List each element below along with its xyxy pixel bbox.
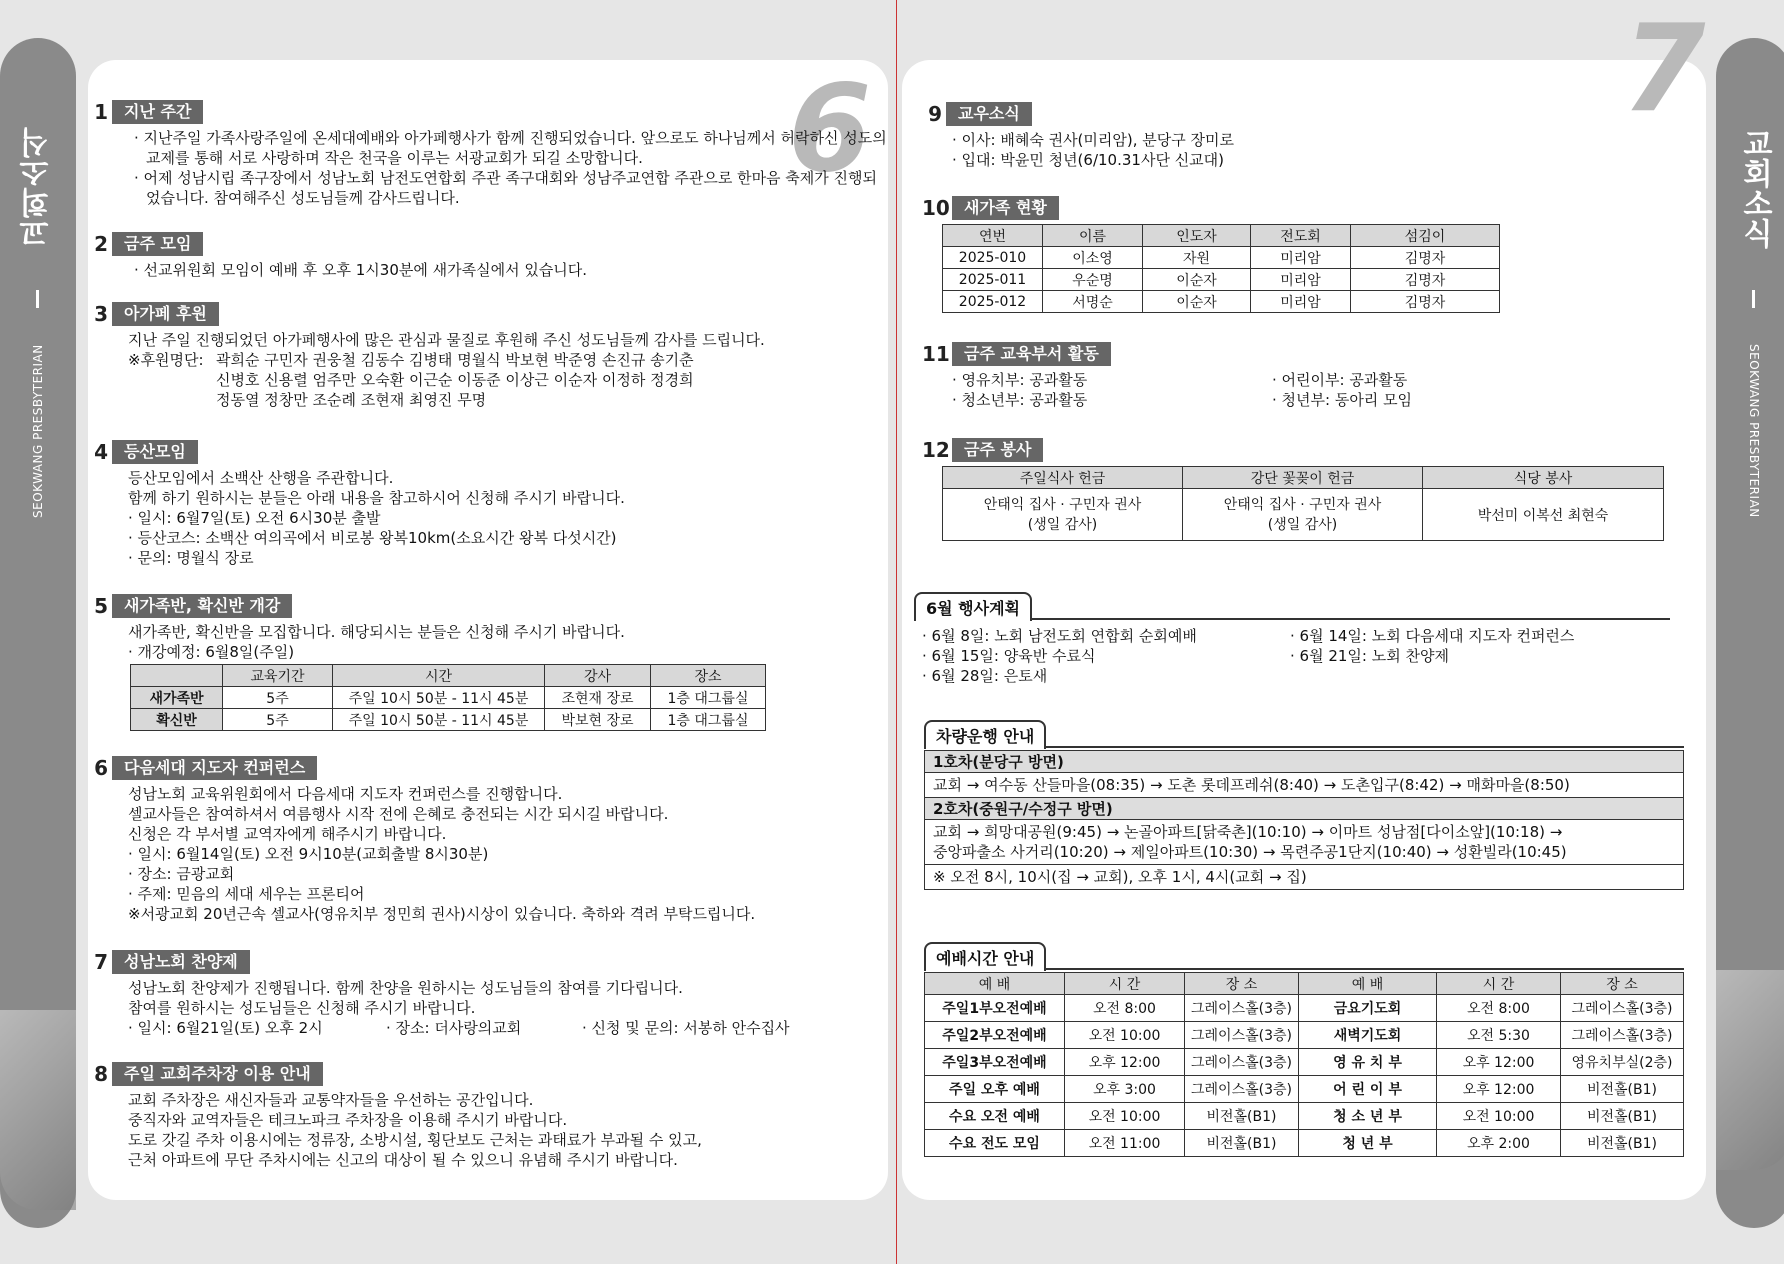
table-cell: 금요기도회 [1299, 995, 1437, 1022]
table-cell: 미리암 [1251, 247, 1351, 269]
section-title: 성남노회 찬양제 [112, 950, 250, 974]
section-title: 교우소식 [946, 102, 1032, 126]
text-line: · 일시: 6월7일(토) 오전 6시30분 출발 [128, 509, 381, 527]
table-cell: 오전 10:00 [1437, 1103, 1561, 1130]
table-header: 장소 [651, 665, 766, 687]
side-subtitle: SEOKWANG PRESBYTERIAN [31, 344, 45, 518]
section-8 [88, 1062, 888, 1170]
car2-route: 중앙파출소 사거리(10:20) → 제일아파트(10:30) → 목련주공1단지(10:40) → 성환빌라(10:45) [933, 843, 1567, 861]
hands-plant-image [0, 1010, 76, 1210]
table-cell: 수요 전도 모임 [925, 1130, 1065, 1157]
text-line: · 6월 8일: 노회 남전도회 연합회 순회예배 [922, 627, 1197, 645]
section-3 [88, 302, 888, 410]
text-line: · 선교위원회 모임이 예배 후 오후 1시30분에 새가족실에서 있습니다. [134, 261, 588, 279]
side-subtitle: SEOKWANG PRESBYTERIAN [1747, 344, 1761, 518]
table-cell: 1층 대그룹실 [651, 709, 766, 731]
text-line: · 이사: 배혜숙 권사(미리암), 분당구 장미로 [952, 131, 1234, 149]
table-row [943, 269, 1500, 291]
table-cell: 오후 12:00 [1065, 1049, 1185, 1076]
text-line: · 주제: 믿음의 세대 세우는 프론티어 [128, 885, 365, 903]
table-cell: 이순자 [1143, 291, 1251, 313]
table-cell: 그레이스홀(3층) [1185, 1049, 1299, 1076]
table-header: 주일식사 헌금 [943, 467, 1183, 489]
text-line: · 입대: 박윤민 청년(6/10.31사단 신교대) [952, 151, 1225, 169]
hands-image [1716, 970, 1784, 1170]
table-cell: 오후 3:00 [1065, 1076, 1185, 1103]
table-cell: 오전 10:00 [1065, 1103, 1185, 1130]
table-header: 시 간 [1065, 973, 1185, 995]
section-7 [88, 950, 888, 1038]
section-number: 11 [922, 342, 950, 366]
table-header: 식당 봉사 [1423, 467, 1664, 489]
table-cell: 1층 대그룹실 [651, 687, 766, 709]
table-header: 강사 [545, 665, 651, 687]
car1-title: 1호차(분당구 방면) [925, 751, 1683, 773]
section-number: 8 [94, 1062, 108, 1086]
section-number: 5 [94, 594, 108, 618]
text-line: 새가족반, 확신반을 모집합니다. 해당되시는 분들은 신청해 주시기 바랍니다. [128, 623, 625, 641]
section-title: 금주 봉사 [952, 438, 1043, 462]
table-cell: 그레이스홀(3층) [1185, 1076, 1299, 1103]
text-line: 등산모임에서 소백산 산행을 주관합니다. [128, 469, 394, 487]
text-line: 성남노회 교육위원회에서 다음세대 지도자 컨퍼런스를 진행합니다. [128, 785, 563, 803]
side-divider [1752, 290, 1755, 308]
donor-label: ※후원명단: [128, 351, 204, 369]
table-cell: 미리암 [1251, 291, 1351, 313]
table-cell: 오전 10:00 [1065, 1022, 1185, 1049]
table-cell: 오전 5:30 [1437, 1022, 1561, 1049]
section-11 [922, 342, 1706, 410]
table-cell: 미리암 [1251, 269, 1351, 291]
text-line: · 영유치부: 공과활동 [952, 371, 1088, 389]
section-number: 9 [928, 102, 942, 126]
table-row [925, 1103, 1684, 1130]
table-row [925, 995, 1684, 1022]
text-line: · 6월 14일: 노회 다음세대 지도자 컨퍼런스 [1290, 627, 1575, 645]
right-page [902, 0, 1706, 1200]
car2-route: 교회 → 희망대공원(9:45) → 논골아파트[닭죽촌](10:10) → 이마트 성남점[다이소앞](10:18) → [933, 823, 1563, 841]
car1-route: 교회 → 여수동 산들마을(08:35) → 도촌 롯데프레쉬(8:40) → 도촌입구(8:42) → 매화마을(8:50) [925, 773, 1683, 798]
side-title: 교회소식 [1737, 128, 1772, 248]
text-line: 함께 하기 원하시는 분들은 아래 내용을 참고하시어 신청해 주시기 바랍니다. [128, 489, 625, 507]
section-title: 금주 교육부서 활동 [952, 342, 1111, 366]
table-header: 시간 [333, 665, 545, 687]
section-10 [922, 196, 1706, 313]
table-cell: 오전 8:00 [1437, 995, 1561, 1022]
text-line: · 청년부: 동아리 모임 [1272, 391, 1413, 409]
table-cell: 우순명 [1043, 269, 1143, 291]
worship-title: 예배시간 안내 [924, 942, 1046, 971]
table-cell: 비전홀(B1) [1561, 1103, 1684, 1130]
table-row [131, 709, 766, 731]
table-cell: 박보현 장로 [545, 709, 651, 731]
table-cell: 이소영 [1043, 247, 1143, 269]
section-1 [88, 100, 888, 208]
text-line: ※서광교회 20년근속 셀교사(영유치부 정민희 권사)시상이 있습니다. 축하와 격려 부탁드립니다. [128, 905, 756, 923]
table-header: 전도회 [1251, 225, 1351, 247]
table-row [943, 291, 1500, 313]
table-cell: 비전홀(B1) [1185, 1130, 1299, 1157]
table-cell: 비전홀(B1) [1185, 1103, 1299, 1130]
table-row [925, 1130, 1684, 1157]
text-line: · 등산코스: 소백산 여의곡에서 비로봉 왕복10km(소요시간 왕복 다섯시간) [128, 529, 617, 547]
table-header: 인도자 [1143, 225, 1251, 247]
table-cell: 오후 2:00 [1437, 1130, 1561, 1157]
section-title: 지난 주간 [112, 100, 203, 124]
table-cell: (생일 감사) [1267, 516, 1338, 533]
event-place: · 장소: 더사랑의교회 [386, 1019, 522, 1037]
vehicle-box [924, 750, 1684, 890]
section-number: 4 [94, 440, 108, 464]
vehicle-title: 차량운행 안내 [924, 720, 1046, 749]
text-line: · 어린이부: 공과활동 [1272, 371, 1408, 389]
page-number-left: 6 [788, 60, 872, 199]
table-cell: (생일 감사) [1027, 516, 1098, 533]
table-cell: 김명자 [1351, 247, 1500, 269]
table-cell: 서명순 [1043, 291, 1143, 313]
table-cell: 5주 [223, 709, 333, 731]
section-number: 7 [94, 950, 108, 974]
service-table [942, 466, 1664, 541]
table-cell: 김명자 [1351, 291, 1500, 313]
table-cell: 안태익 집사 · 구민자 권사 [1223, 496, 1382, 513]
page-fold-line [896, 0, 897, 1264]
car2-title: 2호차(중원구/수정구 방면) [925, 798, 1683, 820]
table-cell: 박선미 이복선 최현숙 [1423, 489, 1664, 541]
side-title: 교회소식 [20, 128, 55, 248]
table-row [925, 1076, 1684, 1103]
section-number: 6 [94, 756, 108, 780]
section-4 [88, 440, 888, 568]
page-number-right: 7 [1622, 0, 1706, 139]
table-cell: 김명자 [1351, 269, 1500, 291]
section-title: 다음세대 지도자 컨퍼런스 [112, 756, 317, 780]
table-header: 예 배 [925, 973, 1065, 995]
table-cell: 주일1부오전예배 [925, 995, 1065, 1022]
text-line: 참여를 원하시는 성도님들은 신청해 주시기 바랍니다. [128, 999, 476, 1017]
text-line: · 일시: 6월14일(토) 오전 9시10분(교회출발 8시30분) [128, 845, 489, 863]
table-cell: 오후 12:00 [1437, 1076, 1561, 1103]
donor-names: 신병호 신용렬 엄주만 오숙환 이근순 이동준 이상근 이순자 이정하 정경희 [216, 371, 694, 389]
text-line: 신청은 각 부서별 교역자에게 해주시기 바랍니다. [128, 825, 447, 843]
table-cell: 주일 오후 예배 [925, 1076, 1065, 1103]
text-line: · 장소: 금광교회 [128, 865, 235, 883]
text-line: 지난 주일 진행되었던 아가페행사에 많은 관심과 물질로 후원해 주신 성도님들께 감사를 드립니다. [128, 331, 765, 349]
table-cell: 그레이스홀(3층) [1185, 1022, 1299, 1049]
worship-section [924, 942, 1684, 1157]
section-number: 10 [922, 196, 950, 220]
text-line: · 청소년부: 공과활동 [952, 391, 1088, 409]
events-section [914, 592, 1670, 686]
text-line: · 6월 15일: 양육반 수료식 [922, 647, 1096, 665]
side-divider [36, 290, 39, 308]
donor-names: 정동열 정창만 조순례 조현재 최영진 무명 [216, 391, 487, 409]
table-cell: 자원 [1143, 247, 1251, 269]
table-cell: 5주 [223, 687, 333, 709]
section-6 [88, 756, 888, 924]
table-header: 이름 [1043, 225, 1143, 247]
text-line: 셀교사들은 참여하셔서 여름행사 시작 전에 은혜로 충전되는 시간 되시길 바랍니다. [128, 805, 669, 823]
text-line: · 6월 28일: 은토새 [922, 667, 1048, 685]
text-line: · 어제 성남시립 족구장에서 성남노회 남전도연합회 주관 족구대회와 성남주교연합 주관으로 한마음 축제가 진행되었습니다. 참여해주신 성도님들께 감사드립니다. [134, 169, 878, 207]
worship-table [924, 972, 1684, 1157]
text-line: · 지난주일 가족사랑주일에 온세대예배와 아가페행사가 함께 진행되었습니다. 앞으로도 하나님께서 허락하신 성도의 교제를 통해 서로 사랑하며 작은 천국을 이루는 서광교회가 되길 소망합니다. [134, 129, 887, 167]
table-cell: 청 소 년 부 [1299, 1103, 1437, 1130]
table-cell: 오후 12:00 [1437, 1049, 1561, 1076]
table-cell: 어 린 이 부 [1299, 1076, 1437, 1103]
section-title: 금주 모임 [112, 232, 203, 256]
table-header: 시 간 [1437, 973, 1561, 995]
table-row [943, 489, 1664, 541]
table-row [943, 247, 1500, 269]
section-12 [922, 438, 1706, 541]
text-line: 근처 아파트에 무단 주차시에는 신고의 대상이 될 수 있으니 유념해 주시기 바랍니다. [128, 1151, 678, 1169]
table-header: 장 소 [1185, 973, 1299, 995]
table-header: 강단 꽃꽂이 헌금 [1183, 467, 1423, 489]
table-header: 섬김이 [1351, 225, 1500, 247]
text-line: 성남노회 찬양제가 진행됩니다. 함께 찬양을 원하시는 성도님들의 참여를 기다립니다. [128, 979, 683, 997]
table-header: 예 배 [1299, 973, 1437, 995]
vehicle-note: ※ 오전 8시, 10시(집 → 교회), 오후 1시, 4시(교회 → 집) [933, 868, 1307, 886]
table-row [925, 1022, 1684, 1049]
table-cell: 2025-011 [943, 269, 1043, 291]
section-2 [88, 232, 888, 280]
table-cell: 영 유 치 부 [1299, 1049, 1437, 1076]
table-cell: 그레이스홀(3층) [1561, 1022, 1684, 1049]
left-page [88, 60, 888, 1200]
text-line: 도로 갓길 주차 이용시에는 정류장, 소방시설, 횡단보도 근처는 과태료가 부과될 수 있고, [128, 1131, 702, 1149]
table-cell: 2025-012 [943, 291, 1043, 313]
table-row [131, 687, 766, 709]
table-row [925, 1049, 1684, 1076]
table-cell: 그레이스홀(3층) [1185, 995, 1299, 1022]
table-cell: 수요 오전 예배 [925, 1103, 1065, 1130]
vehicle-section [924, 720, 1684, 890]
donor-names: 곽희순 구민자 권웅철 김동수 김병태 명월식 박보현 박준영 손진규 송기춘 [216, 351, 694, 369]
table-cell: 비전홀(B1) [1561, 1130, 1684, 1157]
table-cell: 오전 8:00 [1065, 995, 1185, 1022]
table-cell: 이순자 [1143, 269, 1251, 291]
table-cell: 새가족반 [131, 687, 223, 709]
section-title: 등산모임 [112, 440, 198, 464]
table-header [131, 665, 223, 687]
table-cell: 주일 10시 50분 - 11시 45분 [333, 709, 545, 731]
section-number: 2 [94, 232, 108, 256]
event-date: · 일시: 6월21일(토) 오후 2시 [128, 1019, 323, 1037]
section-9 [922, 102, 1706, 170]
section-title: 아가페 후원 [112, 302, 219, 326]
section-number: 1 [94, 100, 108, 124]
section-number: 12 [922, 438, 950, 462]
table-cell: 오전 11:00 [1065, 1130, 1185, 1157]
event-contact: · 신청 및 문의: 서봉하 안수집사 [582, 1019, 790, 1037]
text-line: · 개강예정: 6월8일(주일) [128, 643, 295, 661]
table-cell: 주일2부오전예배 [925, 1022, 1065, 1049]
table-cell: 그레이스홀(3층) [1561, 995, 1684, 1022]
text-line: 교회 주차장은 새신자들과 교통약자들을 우선하는 공간입니다. [128, 1091, 534, 1109]
events-title: 6월 행사계획 [914, 592, 1032, 621]
table-cell: 영유치부실(2층) [1561, 1049, 1684, 1076]
text-line: · 6월 21일: 노회 찬양제 [1290, 647, 1449, 665]
table-cell: 비전홀(B1) [1561, 1076, 1684, 1103]
section-number: 3 [94, 302, 108, 326]
table-cell: 주일 10시 50분 - 11시 45분 [333, 687, 545, 709]
section-title: 주일 교회주차장 이용 안내 [112, 1062, 323, 1086]
table-cell: 주일3부오전예배 [925, 1049, 1065, 1076]
table-cell: 2025-010 [943, 247, 1043, 269]
table-header: 교육기간 [223, 665, 333, 687]
class-table [130, 664, 766, 731]
section-title: 새가족반, 확신반 개강 [112, 594, 292, 618]
text-line: 중직자와 교역자들은 테크노파크 주차장을 이용해 주시기 바랍니다. [128, 1111, 568, 1129]
section-5 [88, 594, 888, 731]
table-cell: 조현재 장로 [545, 687, 651, 709]
table-cell: 새벽기도회 [1299, 1022, 1437, 1049]
section-title: 새가족 현황 [952, 196, 1059, 220]
table-cell: 안태익 집사 · 구민자 권사 [983, 496, 1142, 513]
table-header: 장 소 [1561, 973, 1684, 995]
new-family-table [942, 224, 1500, 313]
text-line: · 문의: 명월식 장로 [128, 549, 254, 567]
table-header: 연번 [943, 225, 1043, 247]
table-cell: 청 년 부 [1299, 1130, 1437, 1157]
table-cell: 확신반 [131, 709, 223, 731]
